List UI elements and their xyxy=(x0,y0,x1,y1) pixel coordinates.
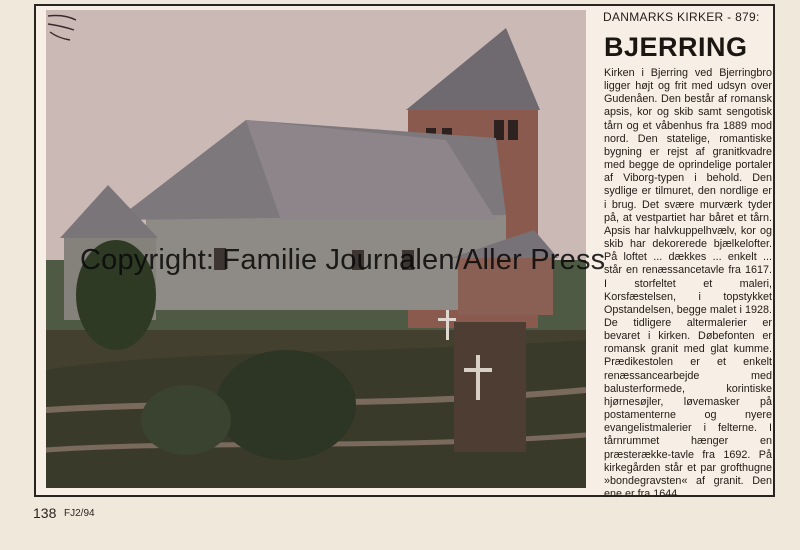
handwritten-mark xyxy=(44,10,84,50)
article-title: BJERRING xyxy=(604,32,748,62)
copyright-watermark: Copyright: Familie Journalen/Aller Press xyxy=(80,244,606,276)
series-label: DANMARKS KIRKER - 879: xyxy=(603,10,760,24)
article-body: Kirken i Bjerring ved Bjerringbro ligger højt og frit med udsyn over Gudenåen. Den består af romansk apsis, kor og skib samt sengotisk tårn og et våbenhus fra 1889 mod nord. Den statelige, romantiske bygning er rejst af granitkvadre med begge de oprindelige portaler af Viborg-typen i behold. Den sydlige er tilmuret, den nordlige er i brug. Det svære murværk tyder på, at vestpartiet har båret et tårn. Apsis har halvkuppelhvælv, kor og skib har dekorerede bjælkelofter. På loftet ... dækkes ... enkelt ... står en renæssancetavle fra 1617. I storfeltet et maleri, Korsfæstelsen, i topstykket Opstandelsen, begge malet i 1928. De tidligere altermalerier er bevaret i kirken. Døbefonten er romansk granit med glat kumme. Prædikestolen er et enkelt renæssancearbejde med balusterformede, korintiske hjørnesøjler, løvemasker på postamenterne og nyere evangelistmalerier i felterne. I tårnrummet hænger en præsterække-tavle fra 1692. På kirkegården står et par grofthugne »bondegravsten« af granit. Den ene er fra 1644. xyxy=(604,67,772,500)
issue-label: FJ2/94 xyxy=(64,508,95,519)
page-number: 138 xyxy=(33,505,57,521)
